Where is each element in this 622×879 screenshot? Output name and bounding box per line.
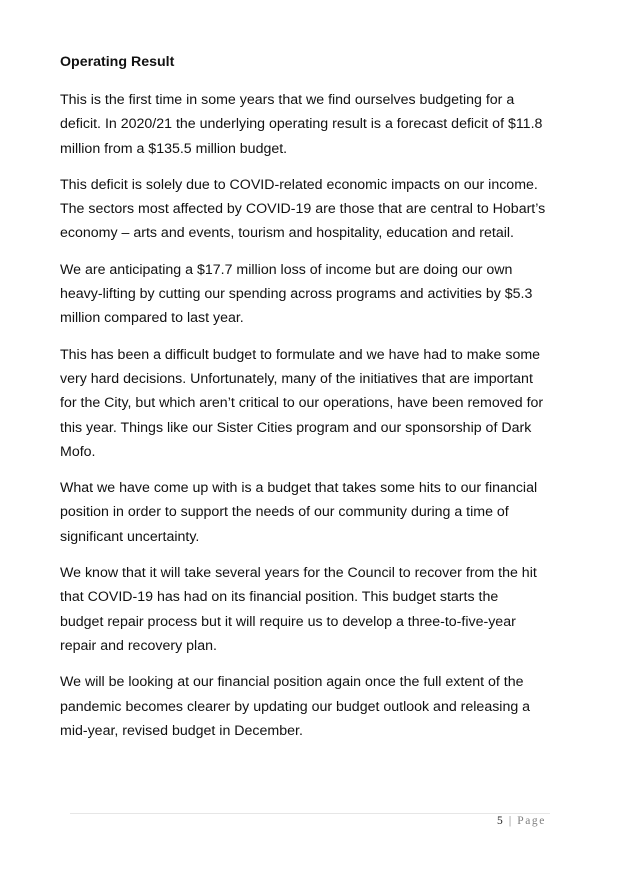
paragraph-5: What we have come up with is a budget that takes some hits to our financial position in order to support the needs of our community during a time of significant uncertainty.	[60, 480, 538, 545]
section-heading: Operating Result	[60, 54, 175, 70]
paragraph-4: This has been a difficult budget to formulate and we have had to make some very hard decisions. Unfortunately, many of the initiatives that are important for the City, but which aren’t critical to our operations, have been removed for this year. Things like our Sister Cities program and our sponsorship of Dark Mofo.	[60, 346, 544, 460]
paragraph-2: This deficit is solely due to COVID-related economic impacts on our income. The sectors most affected by COVID-19 are those that are central to Hobart’s economy – arts and events, tourism and hospitality, education and retail.	[60, 176, 546, 242]
footer-divider	[70, 813, 550, 814]
paragraph-6: We know that it will take several years for the Council to recover from the hit that COVID-19 has had on its financial position. This budget starts the budget repair process but it will require us to develop a three-to-five-year repair and recovery plan.	[60, 565, 537, 654]
page-label: Page	[517, 815, 546, 827]
body-text	[60, 88, 560, 755]
page-number: 5	[497, 815, 505, 827]
page-footer	[497, 815, 546, 827]
paragraph-1: This is the first time in some years that we find ourselves budgeting for a deficit. In 2020/21 the underlying operating result is a forecast deficit of $11.8 million from a $135.5 million budget.	[60, 92, 543, 157]
paragraph-7: We will be looking at our financial position again once the full extent of the pandemic becomes clearer by updating our budget outlook and releasing a mid-year, revised budget in December.	[60, 674, 531, 739]
paragraph-3: We are anticipating a $17.7 million loss of income but are doing our own heavy-lifting by cutting our spending across programs and activities by $5.3 million compared to last year.	[60, 261, 533, 327]
footer-separator: |	[508, 815, 513, 827]
